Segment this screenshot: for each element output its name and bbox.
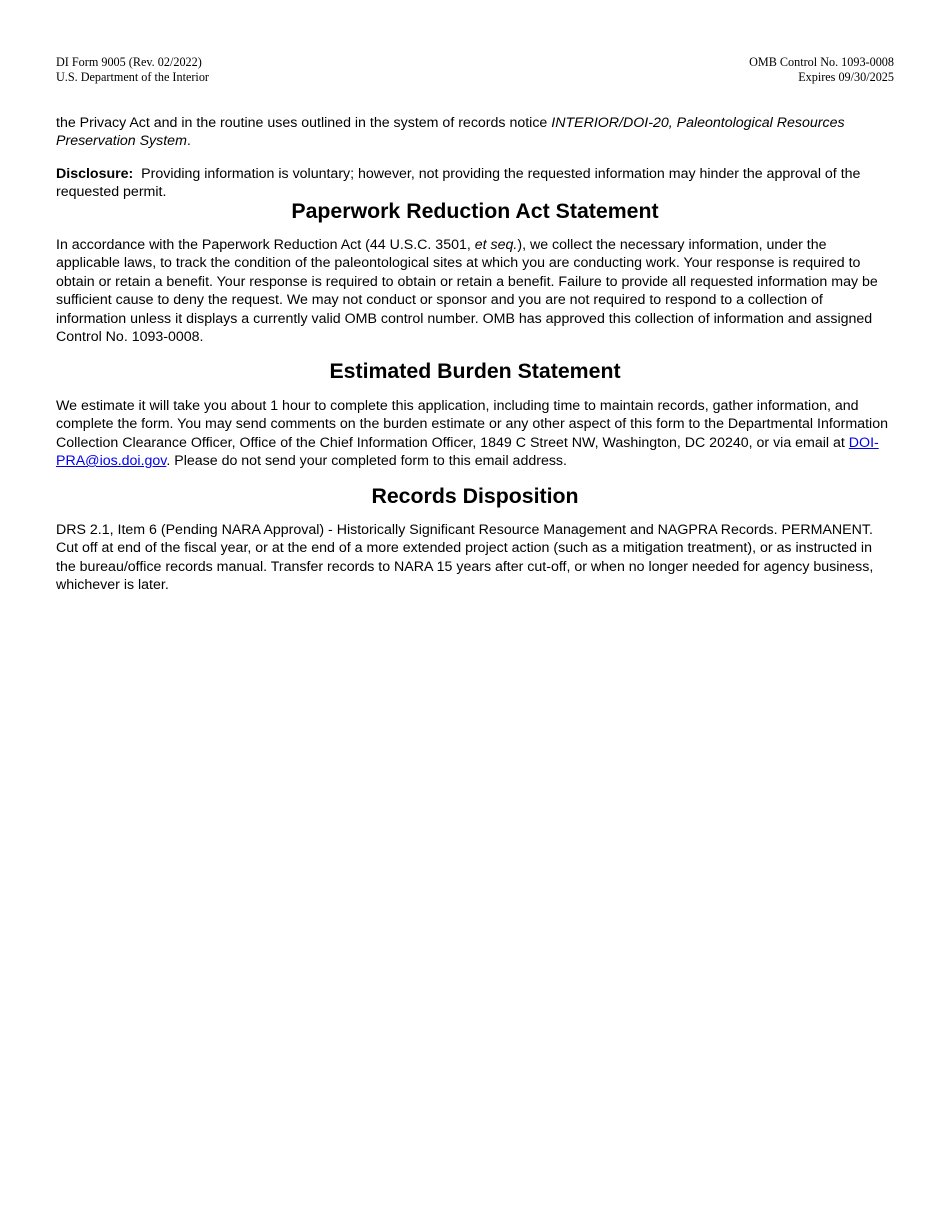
et-seq: et seq. [474, 237, 518, 254]
paperwork-text-a: In accordance with the Paperwork Reduction Act (44 U.S.C. 3501, [56, 237, 475, 254]
privacy-paragraph [56, 114, 894, 151]
records-heading: Records Disposition [371, 483, 579, 508]
burden-text-a: We estimate it will take you about 1 hour to complete this application, including time to maintain records, gather information, and complete the form. You may send comments on the burden estimate or any other aspect of this form to the Departmental Information Collection Clearance Officer, Office of the Chief Information Officer, 1849 C Street NW, Washington, DC 20240, or via email at [56, 397, 888, 451]
omb-control-number: OMB Control No. 1093-0008 [749, 55, 894, 69]
department-name: U.S. Department of the Interior [56, 69, 209, 84]
burden-paragraph [56, 397, 894, 471]
expiration-date: Expires 09/30/2025 [798, 69, 894, 84]
burden-text-b: . Please do not send your completed form to this email address. [166, 453, 567, 470]
privacy-text: the Privacy Act and in the routine uses outlined in the system of records notice [56, 115, 552, 131]
paperwork-heading: Paperwork Reduction Act Statement [291, 198, 659, 223]
burden-heading: Estimated Burden Statement [329, 359, 621, 384]
header-right [749, 55, 894, 84]
disclosure-text: Providing information is voluntary; however, not providing the requested information may hinder the approval of the requested permit. [56, 165, 861, 201]
disclosure-paragraph [56, 165, 894, 202]
document-body [56, 114, 894, 595]
form-id: DI Form 9005 (Rev. 02/2022) [56, 55, 202, 69]
system-of-records-name: INTERIOR/DOI-20, Paleontological Resources Preservation System [56, 115, 845, 150]
privacy-end: . [186, 133, 191, 150]
header-left [56, 55, 209, 84]
paperwork-text-b: ), we collect the necessary information, under the applicable laws, to track the condition of the paleontological sites at which you are conducting work. Your response is required to obtain or retain a benefit. Your response is required to obtain or retain a benefit. Failure to provide all requested information may be sufficient cause to deny the request. We may not conduct or sponsor and you are not required to respond to a collection of information unless it displays a currently valid OMB control number. OMB has approved this collection of information and assigned Control No. 1093-0008. [56, 237, 878, 346]
email-link[interactable]: DOI-PRA@ios.doi.gov [56, 434, 879, 470]
disclosure-label: Disclosure: [56, 165, 134, 182]
records-paragraph: DRS 2.1, Item 6 (Pending NARA Approval) - Historically Significant Resource Management and NAGPRA Records. PERMANENT. Cut off at end of the fiscal year, or at the end of a more extended project action (such as a mitigation treatment), or as instructed in the bureau/office records manual. Transfer records to NARA 15 years after cut-off, or when no longer needed for agency business, whichever is later. [56, 521, 874, 594]
paperwork-paragraph [56, 236, 894, 346]
